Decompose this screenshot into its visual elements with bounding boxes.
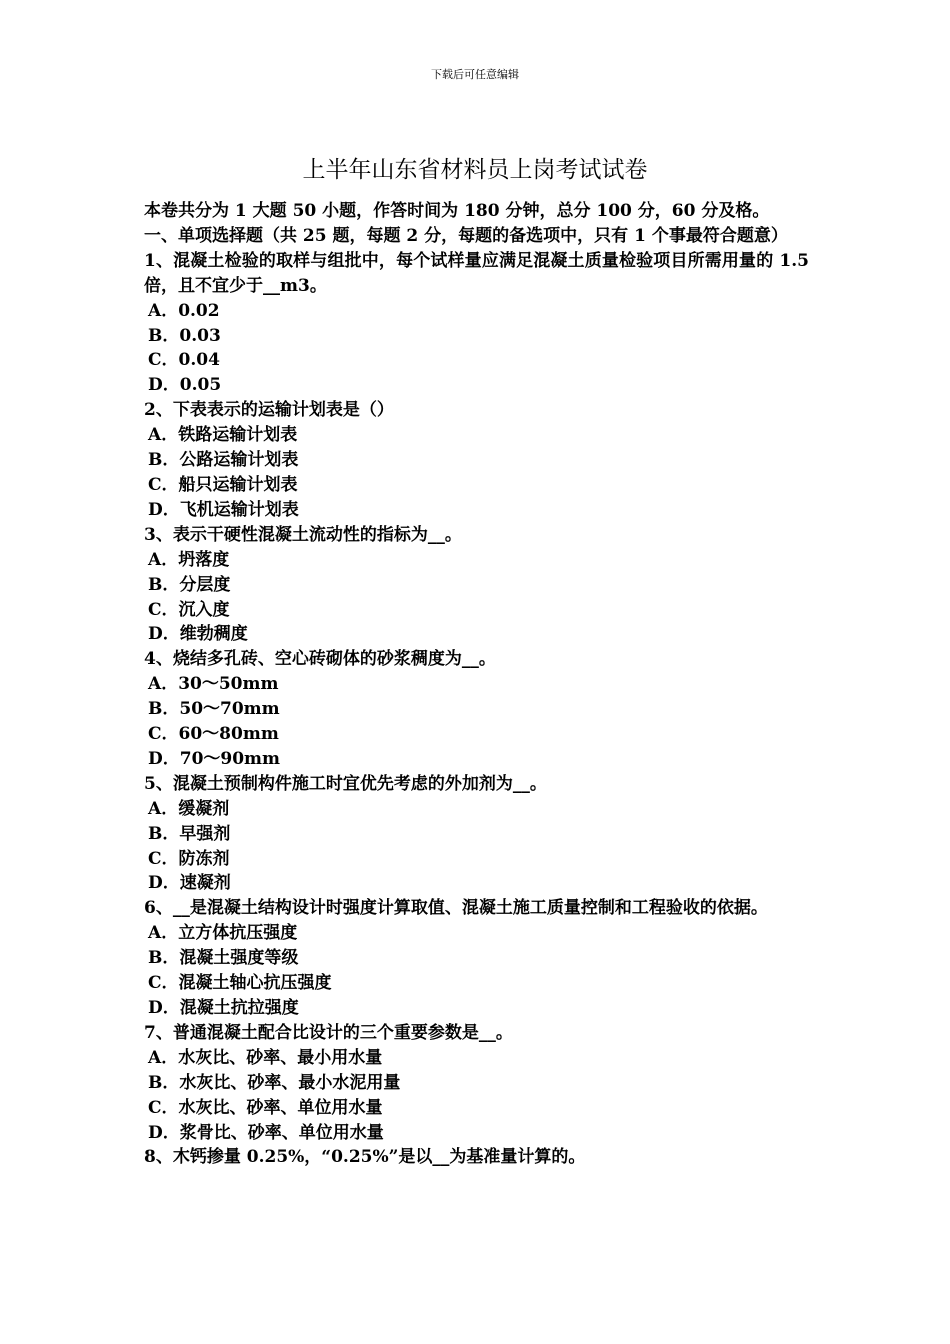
exam-content [144, 199, 809, 1170]
option-b: B．公路运输计划表 [148, 450, 299, 471]
option-c: C．船只运输计划表 [148, 474, 298, 495]
question-text: 8、木钙掺量 0.25%，“0.25%”是以__为基准量计算的。 [144, 1147, 586, 1168]
option-d: D．速凝剂 [148, 873, 231, 894]
question-text: 1、混凝土检验的取样与组批中，每个试样量应满足混凝土质量检验项目所需用量的 1.5 倍，且不宜少于__m3。 [144, 250, 809, 296]
exam-intro: 本卷共分为 1 大题 50 小题，作答时间为 180 分钟，总分 100 分，60 分及格。 [144, 201, 770, 221]
option-c: C．混凝土轴心抗压强度 [148, 973, 332, 994]
question-2 [144, 398, 809, 523]
question-8 [144, 1145, 809, 1170]
option-b: B．分层度 [148, 574, 231, 595]
option-a: A．坍落度 [148, 549, 230, 570]
question-text: 3、表示干硬性混凝土流动性的指标为__。 [144, 524, 462, 545]
option-b: B．早强剂 [148, 823, 231, 844]
option-a: A．铁路运输计划表 [148, 425, 298, 446]
question-3 [144, 523, 809, 648]
question-5 [144, 772, 809, 897]
option-b: B．0.03 [148, 325, 221, 346]
section-heading: 一、单项选择题（共 25 题，每题 2 分，每题的备选项中，只有 1 个事最符合题意） [144, 225, 788, 246]
page-title: 上半年山东省材料员上岗考试试卷 [302, 157, 648, 183]
option-b: B．50～70mm [148, 699, 280, 720]
option-b: B．水灰比、砂率、最小水泥用量 [148, 1072, 401, 1093]
option-d: D．飞机运输计划表 [148, 499, 299, 520]
question-7 [144, 1021, 809, 1146]
question-1 [144, 249, 809, 398]
question-text: 5、混凝土预制构件施工时宜优先考虑的外加剂为__。 [144, 773, 547, 794]
header-note: 下载后可任意编辑 [431, 68, 519, 81]
question-text: 7、普通混凝土配合比设计的三个重要参数是__。 [144, 1022, 513, 1043]
option-a: A．30～50mm [148, 674, 279, 695]
option-c: C．0.04 [148, 350, 220, 371]
option-d: D．维勃稠度 [148, 624, 248, 645]
option-d: D．混凝土抗拉强度 [148, 998, 299, 1018]
option-c: C．水灰比、砂率、单位用水量 [148, 1097, 383, 1118]
question-text: 2、下表表示的运输计划表是（） [144, 400, 394, 421]
option-d: D．0.05 [148, 375, 222, 396]
option-d: D．70～90mm [148, 748, 281, 769]
option-d: D．浆骨比、砂率、单位用水量 [148, 1122, 384, 1143]
option-b: B．混凝土强度等级 [148, 948, 299, 969]
question-text: 4、烧结多孔砖、空心砖砌体的砂浆稠度为__。 [144, 649, 496, 670]
option-c: C．沉入度 [148, 599, 230, 620]
option-a: A．0.02 [148, 300, 220, 321]
question-text: 6、__是混凝土结构设计时强度计算取值、混凝土施工质量控制和工程验收的依据。 [144, 898, 768, 919]
question-4 [144, 647, 809, 772]
option-a: A．水灰比、砂率、最小用水量 [148, 1047, 383, 1068]
option-c: C．60～80mm [148, 724, 279, 745]
option-a: A．缓凝剂 [148, 798, 230, 819]
question-6 [144, 896, 809, 1021]
option-a: A．立方体抗压强度 [148, 923, 298, 944]
option-c: C．防冻剂 [148, 848, 230, 869]
